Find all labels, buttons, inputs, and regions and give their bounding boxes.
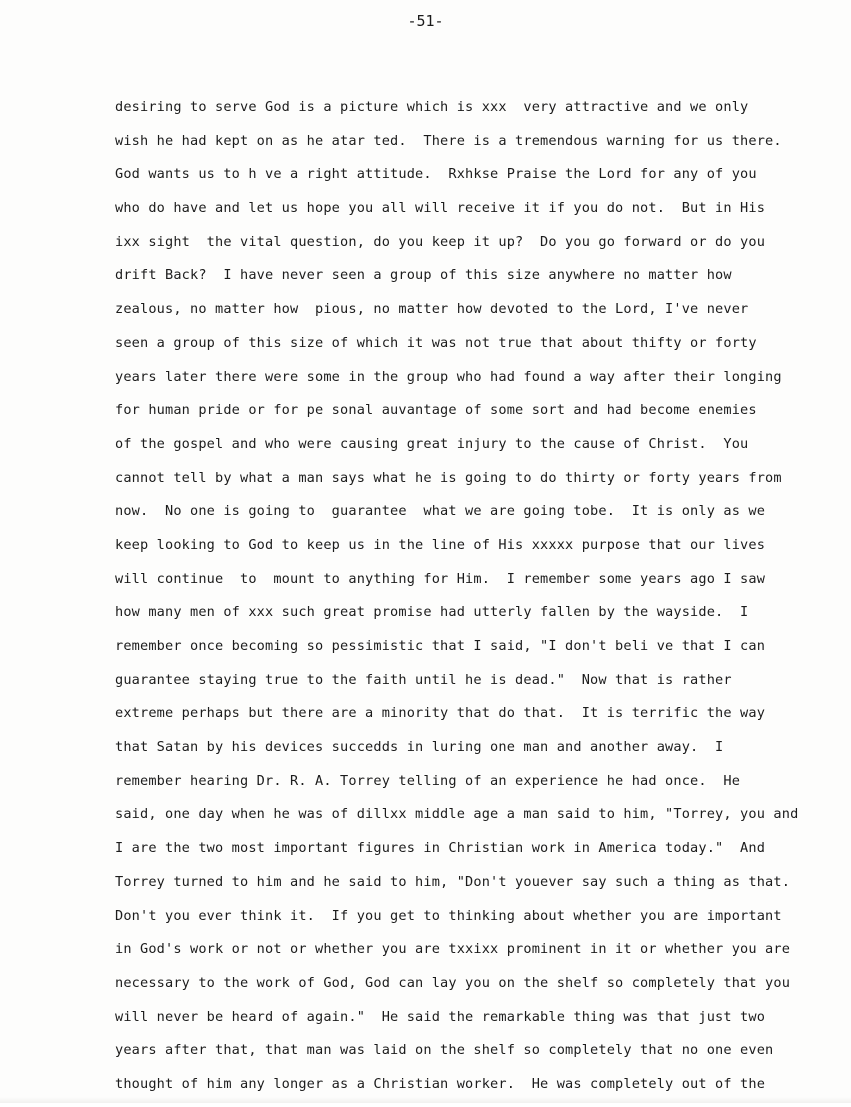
- text-line: in God's work or not or whether you are txxixx prominent in it or whether you are: [115, 941, 791, 958]
- text-line: said, one day when he was of dillxx middle age a man said to him, "Torrey, you and: [115, 806, 799, 823]
- text-line: necessary to the work of God, God can lay you on the shelf so completely that you: [115, 974, 791, 991]
- text-line: that Satan by his devices succedds in luring one man and another away. I: [115, 739, 724, 756]
- text-line: desiring to serve God is a picture which is xxx very attractive and we only: [115, 99, 749, 115]
- text-line: will never be heard of again." He said the remarkable thing was that just two: [115, 1008, 766, 1025]
- text-line: extreme perhaps but there are a minority that do that. It is terrific the way: [115, 705, 766, 722]
- text-line: of the gospel and who were causing great injury to the cause of Christ. You: [115, 435, 749, 452]
- text-line: years later there were some in the group who had found a way after their longing: [115, 368, 782, 385]
- text-line: zealous, no matter how pious, no matter how devoted to the Lord, I've never: [115, 301, 749, 318]
- text-line: Torrey turned to him and he said to him, "Don't youever say such a thing as that.: [115, 873, 791, 890]
- body-text: [115, 96, 815, 1107]
- text-line: who do have and let us hope you all will receive it if you do not. But in His: [115, 200, 766, 217]
- text-line: wish he had kept on as he atar ted. There is a tremendous warning for us there.: [115, 132, 782, 149]
- text-line: years after that, that man was laid on the shelf so completely that no one even: [115, 1042, 774, 1059]
- text-line: God wants us to h ve a right attitude. Rxhkse Praise the Lord for any of you: [115, 166, 757, 183]
- page-number: -51-: [407, 12, 444, 30]
- text-line: remember hearing Dr. R. A. Torrey telling of an experience he had once. He: [115, 772, 741, 789]
- text-line: how many men of xxx such great promise had utterly fallen by the wayside. I: [115, 604, 749, 621]
- text-line: Don't you ever think it. If you get to thinking about whether you are important: [115, 907, 782, 924]
- text-line: remember once becoming so pessimistic that I said, "I don't beli ve that I can: [115, 638, 766, 654]
- text-line: guarantee staying true to the faith until he is dead." Now that is rather: [115, 671, 732, 688]
- text-line: will continue to mount to anything for Him. I remember some years ago I saw: [115, 570, 766, 587]
- text-line: ixx sight the vital question, do you keep it up? Do you go forward or do you: [115, 233, 766, 250]
- text-line: keep looking to God to keep us in the line of His xxxxx purpose that our lives: [115, 536, 766, 553]
- text-line: thought of him any longer as a Christian worker. He was completely out of the: [115, 1075, 766, 1092]
- text-line: now. No one is going to guarantee what we are going tobe. It is only as we: [115, 503, 766, 520]
- text-line: for human pride or for pe sonal auvantage of some sort and had become enemies: [115, 402, 757, 419]
- text-line: seen a group of this size of which it was not true that about thifty or forty: [115, 334, 757, 351]
- text-line: drift Back? I have never seen a group of this size anywhere no matter how: [115, 267, 732, 284]
- text-line: I are the two most important figures in Christian work in America today." And: [115, 840, 766, 857]
- page-bottom-edge: [0, 1097, 851, 1103]
- text-line: cannot tell by what a man says what he is going to do thirty or forty years from: [115, 469, 782, 486]
